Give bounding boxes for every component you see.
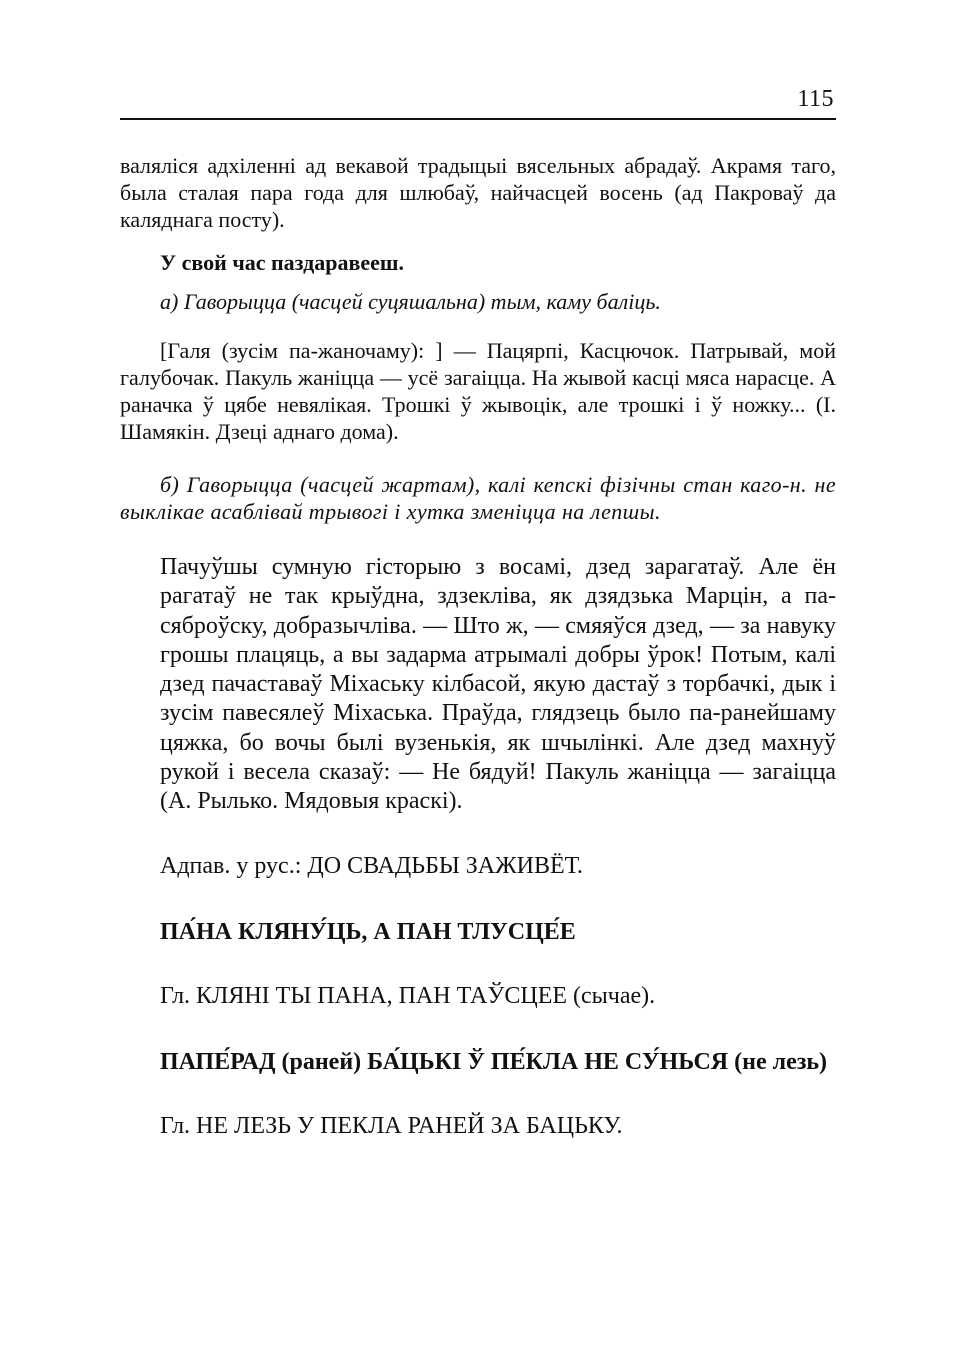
proverb-1: ПА́НА КЛЯНУ́ЦЬ, А ПАН ТЛУСЦЕ́Е xyxy=(160,918,576,945)
gloss-2: Гл. НЕ ЛЕЗЬ У ПЕКЛА РАНЕЙ ЗА БАЦЬКУ. xyxy=(160,1112,623,1139)
meaning-b: б) Гаворыцца (часцей жартам), калі кепскі фізічны стан каго-н. не выклікае асаблівай трывогі і хутка зменіцца на лепшы. xyxy=(120,472,836,524)
quote-2: Пачуўшы сумную гісторыю з восамі, дзед зарагатаў. Але ён рагатаў не так крыўдна, здзекліва, як дзядзька Марцін, а па-сяброўску, добразычліва. — Што ж, — смяяўся дзед, — за навуку грошы плацяць, а вы задарма атрымалі добры ўрок! Потым, калі дзед пачаставаў Міхаську кілбасой, якую дастаў з торбачкі, дык і зусім павесялеў Міхаська. Праўда, глядзець было па-ранейшаму цяжка, бо вочы былі вузенькія, як шчылінкі. Але дзед махнуў рукой і весела сказаў: — Не бядуй! Пакуль жаніцца — загаіцца (А. Рылько. Мядовыя краскі). xyxy=(160,554,836,815)
russian-equivalent: Адпав. у рус.: ДО СВАДЬБЫ ЗАЖИВЁТ. xyxy=(160,852,583,879)
header-rule xyxy=(120,118,836,120)
page-body xyxy=(120,152,836,1141)
intro-paragraph: валяліся адхіленні ад векавой традыцыі вясельных абрадаў. Акрамя таго, была сталая пара года для шлюбаў, найчасцей восень (ад Пакроваў да каляднага посту). xyxy=(120,153,836,232)
quote-1: [Галя (зусім па-жаночаму): ] — Пацярпі, Касцючок. Патрывай, мой галубочак. Пакуль жаніцца — усё загаіцца. На жывой касці мяса нарасце. А раначка ў цябе невялікая. Трошкі ў жывоцік, але трошкі і ў ножку... (І. Шамякін. Дзеці аднаго дома). xyxy=(120,338,836,444)
proverb-2: ПАПЕ́РАД (раней) БА́ЦЬКІ Ў ПЕ́КЛА НЕ СУ́НЬСЯ (не лезь) xyxy=(160,1048,828,1075)
entry-heading: У свой час паздаравееш. xyxy=(160,250,404,275)
gloss-1: Гл. КЛЯНІ ТЫ ПАНА, ПАН ТАЎСЦЕЕ (сычае). xyxy=(160,982,656,1009)
meaning-a: а) Гаворыцца (часцей суцяшальна) тым, каму баліць. xyxy=(160,289,661,314)
page-number: 115 xyxy=(797,86,834,112)
